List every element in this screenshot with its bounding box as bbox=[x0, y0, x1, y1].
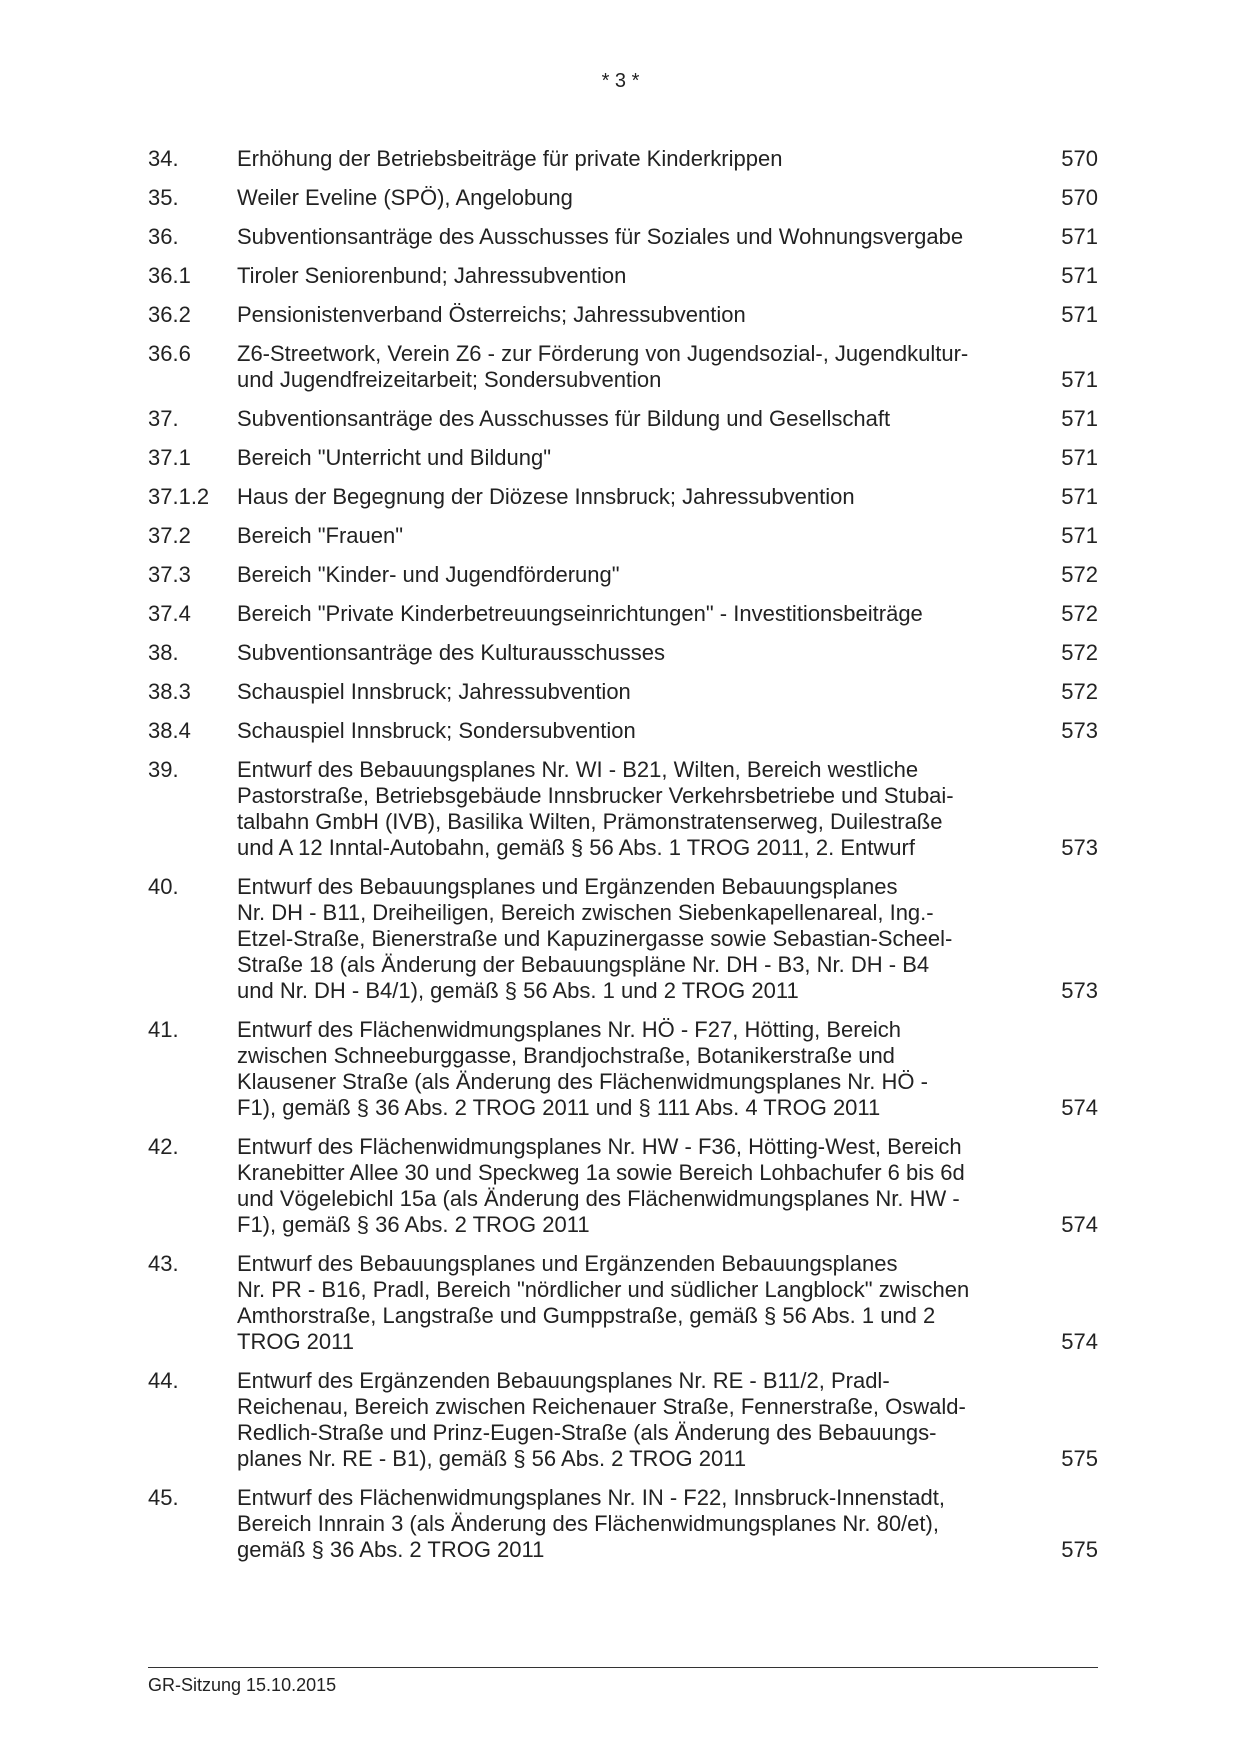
toc-entry-page: 571 bbox=[1061, 445, 1098, 470]
toc-entry-page: 571 bbox=[1061, 484, 1098, 509]
toc-entry bbox=[148, 445, 1098, 471]
toc-entry-number: 38.4 bbox=[148, 718, 191, 743]
toc-entry-number: 38. bbox=[148, 640, 179, 665]
toc-entry-page: 571 bbox=[1061, 224, 1098, 249]
toc-entry-number: 37.1 bbox=[148, 445, 191, 470]
toc-entry bbox=[148, 562, 1098, 588]
toc-entry-number: 37. bbox=[148, 406, 179, 431]
toc-entry-title: Tiroler Seniorenbund; Jahressubvention bbox=[237, 263, 627, 288]
toc-entry-page: 575 bbox=[1061, 1446, 1098, 1471]
toc-entry-title: Bereich "Unterricht und Bildung" bbox=[237, 445, 552, 470]
toc-entry-number: 36. bbox=[148, 224, 179, 249]
toc-entry-number: 37.3 bbox=[148, 562, 191, 587]
toc-entry-title: Entwurf des Bebauungsplanes Nr. WI - B21, Wilten, Bereich westliche Pastorstraße, Betriebsgebäude Innsbrucker Verkehrsbetriebe und Stubai- talbahn GmbH (IVB), Basilika Wilten, Prämonstratenserweg, Duilestraße und A 12 Inntal-Autobahn, gemäß § 56 Abs. 1 TROG 2011, 2. Entwurf bbox=[237, 757, 954, 860]
toc-entry-page: 574 bbox=[1061, 1329, 1098, 1354]
toc-entry-page: 574 bbox=[1061, 1095, 1098, 1120]
toc-entry-number: 37.4 bbox=[148, 601, 191, 626]
toc-entry bbox=[148, 484, 1098, 510]
toc-entry-page: 571 bbox=[1061, 367, 1098, 392]
toc-entry-number: 42. bbox=[148, 1134, 179, 1159]
toc-entry-title: Entwurf des Bebauungsplanes und Ergänzenden Bebauungsplanes Nr. DH - B11, Dreiheiligen, Bereich zwischen Siebenkapellenareal, Ing.- Etzel-Straße, Bienerstraße und Kapuzinergasse sowie Sebastian-Scheel- Straße 18 (als Änderung der Bebauungspläne Nr. DH - B3, Nr. DH - B4 und Nr. DH - B4/1), gemäß § 56 Abs. 1 und 2 TROG 2011 bbox=[237, 874, 953, 1003]
toc-entry-number: 38.3 bbox=[148, 679, 191, 704]
toc-entry-title: Weiler Eveline (SPÖ), Angelobung bbox=[237, 185, 573, 210]
toc-entry bbox=[148, 640, 1098, 666]
toc-entry-page: 574 bbox=[1061, 1212, 1098, 1237]
toc-entry bbox=[148, 679, 1098, 705]
toc-entry-number: 36.6 bbox=[148, 341, 191, 366]
toc-entry bbox=[148, 1017, 1098, 1121]
toc-entry-title: Bereich "Frauen" bbox=[237, 523, 404, 548]
toc-entry-number: 36.2 bbox=[148, 302, 191, 327]
toc-entry-title: Schauspiel Innsbruck; Sondersubvention bbox=[237, 718, 636, 743]
toc-entry bbox=[148, 1134, 1098, 1238]
toc-entry-title: Bereich "Private Kinderbetreuungseinrichtungen" - Investitionsbeiträge bbox=[237, 601, 923, 626]
toc-entry bbox=[148, 757, 1098, 861]
toc-entry bbox=[148, 224, 1098, 250]
toc-entry-page: 571 bbox=[1061, 523, 1098, 548]
toc-entry-title: Entwurf des Flächenwidmungsplanes Nr. IN - F22, Innsbruck-Innenstadt, Bereich Innrain 3 (als Änderung des Flächenwidmungsplanes Nr. 80/et), gemäß § 36 Abs. 2 TROG 2011 bbox=[237, 1485, 946, 1562]
toc-entry-title: Entwurf des Flächenwidmungsplanes Nr. HÖ - F27, Hötting, Bereich zwischen Schneeburggasse, Brandjochstraße, Botanikerstraße und Klausener Straße (als Änderung des Flächenwidmungsplanes Nr. HÖ - F1), gemäß § 36 Abs. 2 TROG 2011 und § 111 Abs. 4 TROG 2011 bbox=[237, 1017, 928, 1120]
toc-entry-number: 44. bbox=[148, 1368, 179, 1393]
toc-entry-title: Z6-Streetwork, Verein Z6 - zur Förderung von Jugendsozial-, Jugendkultur- und Jugendfreizeitarbeit; Sondersubvention bbox=[237, 341, 969, 392]
table-of-contents bbox=[148, 146, 1098, 1576]
toc-entry bbox=[148, 1368, 1098, 1472]
toc-entry bbox=[148, 874, 1098, 1004]
toc-entry-page: 571 bbox=[1061, 302, 1098, 327]
toc-entry-number: 37.1.2 bbox=[148, 484, 210, 509]
toc-entry bbox=[148, 185, 1098, 211]
toc-entry-number: 45. bbox=[148, 1485, 179, 1510]
toc-entry-title: Bereich "Kinder- und Jugendförderung" bbox=[237, 562, 620, 587]
toc-entry-number: 37.2 bbox=[148, 523, 191, 548]
toc-entry bbox=[148, 263, 1098, 289]
toc-entry-number: 39. bbox=[148, 757, 179, 782]
footer-divider bbox=[148, 1667, 1098, 1668]
toc-entry-number: 43. bbox=[148, 1251, 179, 1276]
toc-entry bbox=[148, 406, 1098, 432]
toc-entry-title: Entwurf des Bebauungsplanes und Ergänzenden Bebauungsplanes Nr. PR - B16, Pradl, Bereich "nördlicher und südlicher Langblock" zwischen Amthorstraße, Langstraße und Gumppstraße, gemäß § 56 Abs. 1 und 2 TROG 2011 bbox=[237, 1251, 970, 1354]
page-number: * 3 * bbox=[601, 70, 640, 92]
toc-entry bbox=[148, 601, 1098, 627]
toc-entry-page: 572 bbox=[1061, 562, 1098, 587]
toc-entry-title: Pensionistenverband Österreichs; Jahressubvention bbox=[237, 302, 746, 327]
toc-entry-page: 570 bbox=[1061, 146, 1098, 171]
toc-entry bbox=[148, 1251, 1098, 1355]
toc-entry-page: 572 bbox=[1061, 679, 1098, 704]
toc-entry-page: 572 bbox=[1061, 601, 1098, 626]
toc-entry-page: 572 bbox=[1061, 640, 1098, 665]
toc-entry-title: Entwurf des Flächenwidmungsplanes Nr. HW - F36, Hötting-West, Bereich Kranebitter Allee 30 und Speckweg 1a sowie Bereich Lohbachufer 6 bis 6d und Vögelebichl 15a (als Änderung des Flächenwidmungsplanes Nr. HW - F1), gemäß § 36 Abs. 2 TROG 2011 bbox=[237, 1134, 965, 1237]
toc-entry-page: 573 bbox=[1061, 835, 1098, 860]
toc-entry-number: 41. bbox=[148, 1017, 179, 1042]
toc-entry-number: 35. bbox=[148, 185, 179, 210]
toc-entry bbox=[148, 718, 1098, 744]
toc-entry-title: Entwurf des Ergänzenden Bebauungsplanes Nr. RE - B11/2, Pradl- Reichenau, Bereich zwischen Reichenauer Straße, Fennerstraße, Oswald- Redlich-Straße und Prinz-Eugen-Straße (als Änderung des Bebauungs- planes Nr. RE - B1), gemäß § 56 Abs. 2 TROG 2011 bbox=[237, 1368, 966, 1471]
toc-entry-page: 573 bbox=[1061, 978, 1098, 1003]
toc-entry-title: Haus der Begegnung der Diözese Innsbruck; Jahressubvention bbox=[237, 484, 855, 509]
toc-entry-number: 40. bbox=[148, 874, 179, 899]
toc-entry bbox=[148, 302, 1098, 328]
toc-entry bbox=[148, 341, 1098, 393]
toc-entry-title: Schauspiel Innsbruck; Jahressubvention bbox=[237, 679, 631, 704]
toc-entry-page: 571 bbox=[1061, 406, 1098, 431]
toc-entry-page: 575 bbox=[1061, 1537, 1098, 1562]
toc-entry-title: Subventionsanträge des Kulturausschusses bbox=[237, 640, 666, 665]
footer-text: GR-Sitzung 15.10.2015 bbox=[148, 1675, 337, 1695]
toc-entry-page: 570 bbox=[1061, 185, 1098, 210]
toc-entry-page: 573 bbox=[1061, 718, 1098, 743]
toc-entry bbox=[148, 523, 1098, 549]
toc-entry-title: Subventionsanträge des Ausschusses für Soziales und Wohnungsvergabe bbox=[237, 224, 964, 249]
toc-entry-title: Subventionsanträge des Ausschusses für Bildung und Gesellschaft bbox=[237, 406, 891, 431]
toc-entry-page: 571 bbox=[1061, 263, 1098, 288]
toc-entry-title: Erhöhung der Betriebsbeiträge für private Kinderkrippen bbox=[237, 146, 783, 171]
toc-entry bbox=[148, 1485, 1098, 1563]
toc-entry bbox=[148, 146, 1098, 172]
toc-entry-number: 36.1 bbox=[148, 263, 191, 288]
toc-entry-number: 34. bbox=[148, 146, 179, 171]
